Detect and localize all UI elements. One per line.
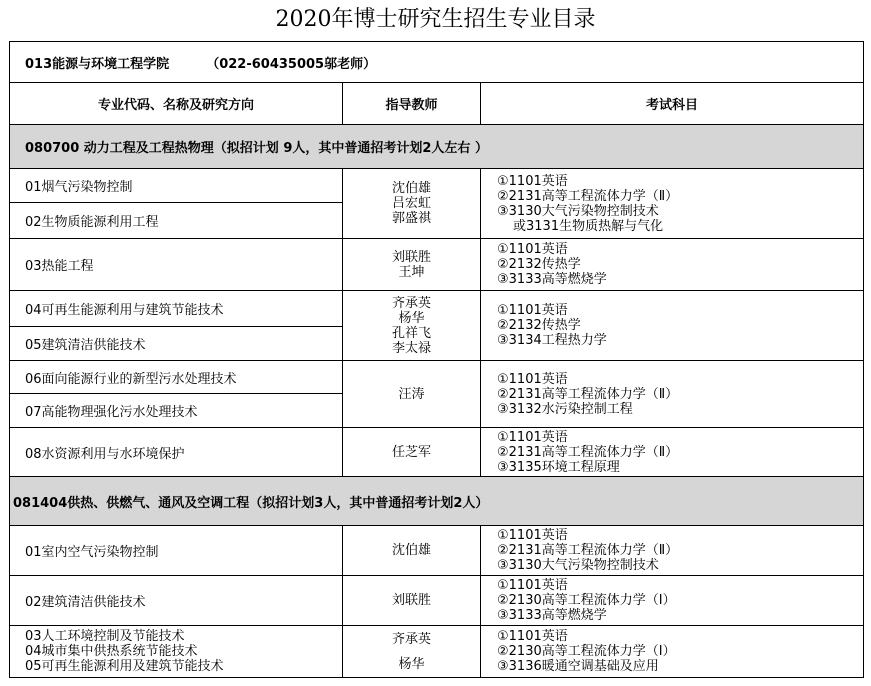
catalog-table — [9, 41, 864, 678]
page-title: 2020年博士研究生招生专业目录 — [275, 7, 596, 32]
advisors-cell — [343, 428, 481, 477]
advisor-name: 刘联胜 — [391, 249, 431, 265]
exam-subject: ③3132水污染控制工程 — [497, 401, 633, 417]
advisors-cell — [343, 169, 481, 239]
advisors-cell — [343, 626, 481, 678]
college-info — [10, 42, 864, 83]
header-row — [10, 83, 864, 125]
advisor-name: 沈伯雄 — [391, 181, 431, 196]
direction: 01室内空气污染物控制 — [10, 526, 343, 576]
exam-cell — [481, 526, 864, 576]
exam-subject: ③3135环境工程原理 — [497, 459, 620, 475]
section-heading-row — [10, 477, 864, 526]
advisor-name: 郭盛祺 — [391, 211, 431, 226]
table-row — [10, 526, 864, 576]
advisors-cell — [343, 576, 481, 626]
advisor-name: 杨华 — [398, 310, 425, 326]
advisor-name: 齐承英 — [391, 295, 431, 311]
exam-cell — [481, 626, 864, 678]
exam-subject: ②2130高等工程流体力学（Ⅰ） — [497, 593, 676, 608]
header-advisor: 指导教师 — [343, 83, 481, 125]
direction: 06面向能源行业的新型污水处理技术 — [10, 361, 343, 394]
advisor-name: 齐承英 — [391, 631, 431, 647]
direction: 02生物质能源利用工程 — [10, 203, 343, 239]
advisors-cell — [343, 526, 481, 576]
directions-cell — [10, 626, 343, 678]
exam-subject: ①1101英语 — [497, 528, 568, 543]
college-row — [10, 42, 864, 83]
header-major: 专业代码、名称及研究方向 — [10, 83, 343, 125]
header-exam: 考试科目 — [481, 83, 864, 125]
exam-subject: ③3130大气污染物控制技术 — [497, 203, 659, 219]
advisor-name: 吕宏虹 — [391, 196, 431, 211]
advisor-name: 刘联胜 — [391, 593, 431, 608]
exam-subject: ③3136暖通空调基础及应用 — [497, 659, 659, 674]
advisor-name: 王坤 — [398, 264, 425, 280]
exam-subject: ③3133高等燃烧学 — [497, 272, 607, 287]
advisor-name: 任芝军 — [391, 444, 431, 460]
direction: 01烟气污染物控制 — [10, 169, 343, 203]
direction: 02建筑清洁供能技术 — [10, 576, 343, 626]
exam-subject: ③3130大气污染物控制技术 — [497, 558, 659, 573]
exam-subject: ③3133高等燃烧学 — [497, 608, 607, 623]
direction: 05建筑清洁供能技术 — [10, 327, 343, 361]
table-row — [10, 626, 864, 678]
exam-subject: ②2132传热学 — [497, 318, 581, 333]
exam-cell — [481, 169, 864, 239]
exam-cell — [481, 576, 864, 626]
direction: 05可再生能源利用及建筑节能技术 — [25, 659, 224, 674]
exam-subject: 或3131生物质热解与气化 — [513, 218, 664, 234]
exam-subject: ②2130高等工程流体力学（Ⅰ） — [497, 644, 676, 659]
exam-subject: ①1101英语 — [497, 429, 568, 445]
exam-cell — [481, 428, 864, 477]
direction: 03人工环境控制及节能技术 — [25, 629, 185, 644]
exam-subject: ②2131高等工程流体力学（Ⅱ） — [497, 386, 679, 402]
college-name: 013能源与环境工程学院 — [25, 56, 170, 72]
table-row — [10, 239, 864, 291]
advisor-name: 杨华 — [398, 656, 425, 672]
exam-subject: ①1101英语 — [497, 242, 568, 257]
direction: 08水资源利用与水环境保护 — [10, 428, 343, 477]
exam-subject: ①1101英语 — [497, 578, 568, 593]
exam-cell — [481, 291, 864, 361]
exam-subject: ②2131高等工程流体力学（Ⅱ） — [497, 543, 679, 558]
section1-heading: 080700 动力工程及工程热物理（拟招计划 9人，其中普通招考计划2人左右 ） — [10, 125, 864, 169]
table-row — [10, 361, 864, 394]
direction: 04可再生能源利用与建筑节能技术 — [10, 291, 343, 327]
advisor-name: 沈伯雄 — [391, 543, 431, 558]
section-heading-row — [10, 125, 864, 169]
advisor-name: 孔祥飞 — [391, 325, 431, 341]
exam-subject: ②2131高等工程流体力学（Ⅱ） — [497, 444, 679, 460]
table-row — [10, 428, 864, 477]
direction: 03热能工程 — [10, 239, 343, 291]
table-row — [10, 169, 864, 203]
advisors-cell — [343, 239, 481, 291]
exam-subject: ①1101英语 — [497, 371, 568, 387]
advisor-name: 汪涛 — [398, 386, 425, 402]
exam-subject: ③3134工程热力学 — [497, 333, 607, 348]
table-row — [10, 291, 864, 327]
direction: 04城市集中供热系统节能技术 — [25, 644, 198, 659]
exam-cell — [481, 361, 864, 428]
direction: 07高能物理强化污水处理技术 — [10, 394, 343, 428]
advisor-name: 李太禄 — [391, 340, 431, 356]
exam-subject: ①1101英语 — [497, 173, 568, 189]
exam-subject: ②2131高等工程流体力学（Ⅱ） — [497, 188, 679, 204]
exam-subject: ①1101英语 — [497, 629, 568, 644]
table-row — [10, 576, 864, 626]
section2-heading: 081404供热、供燃气、通风及空调工程（拟招计划3人，其中普通招考计划2人） — [10, 477, 864, 526]
exam-subject: ②2132传热学 — [497, 257, 581, 272]
advisors-cell — [343, 361, 481, 428]
exam-subject: ①1101英语 — [497, 303, 568, 318]
college-contact: （022-60435005邬老师） — [206, 56, 377, 72]
advisors-cell — [343, 291, 481, 361]
exam-cell — [481, 239, 864, 291]
